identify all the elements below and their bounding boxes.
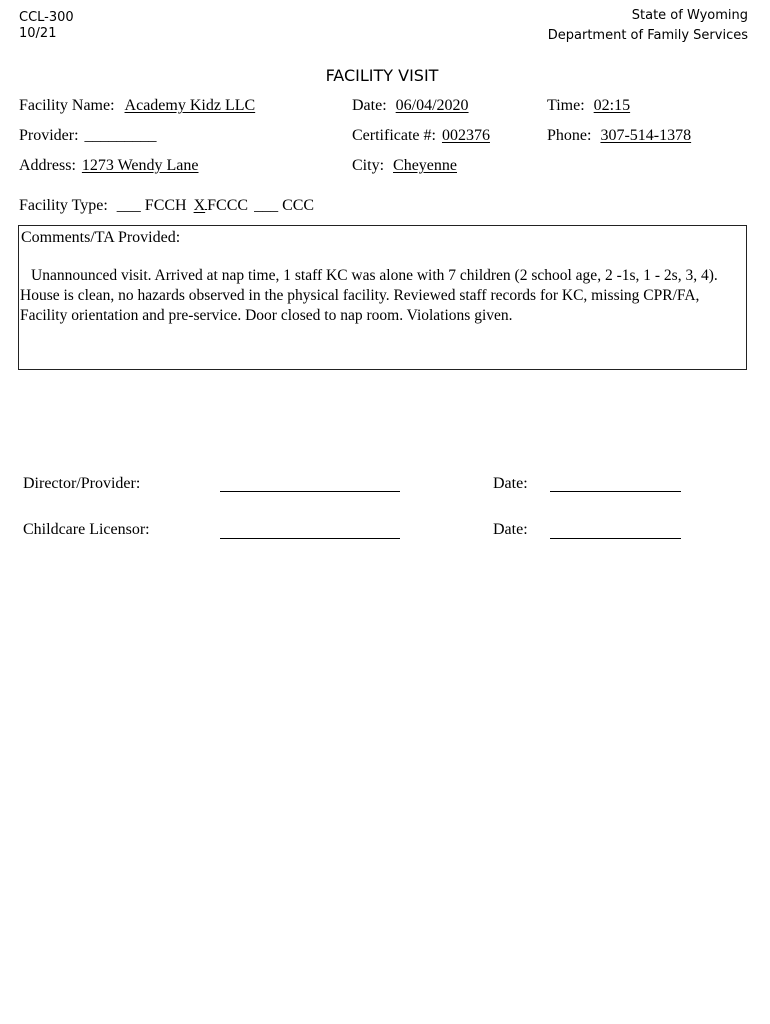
certificate-label: Certificate #: <box>352 127 436 144</box>
city-value: Cheyenne <box>393 157 457 174</box>
city-label: City: <box>352 157 385 174</box>
state-name: State of Wyoming <box>631 8 748 23</box>
provider-field <box>19 127 157 145</box>
licensor-signature-line[interactable] <box>220 538 400 539</box>
facility-name-label: Facility Name: <box>19 97 115 114</box>
address-field <box>19 157 199 175</box>
comments-text: Unannounced visit. Arrived at nap time, 1 staff KC was alone with 7 children (2 school age, 2 -1s, 1 - 2s, 3, 4). House is clean, no hazards observed in the physical facility. Reviewed staff records for KC, missing CPR/FA, Facility orientation and pre-service. Door closed to nap room. Violations given. <box>20 267 718 324</box>
provider-value: _________ <box>84 127 157 144</box>
phone-label: Phone: <box>547 127 592 144</box>
facility-name-field <box>19 97 255 115</box>
facility-name-value: Academy Kidz LLC <box>124 97 256 114</box>
provider-label: Provider: <box>19 127 79 144</box>
ccc-label: CCC <box>282 197 315 214</box>
facility-type-label: Facility Type: <box>19 197 108 214</box>
director-signature-line[interactable] <box>220 491 400 492</box>
visit-date-field <box>352 97 469 115</box>
city-field <box>352 157 457 175</box>
form-revision-date: 10/21 <box>19 26 57 41</box>
licensor-signature-label: Childcare Licensor: <box>23 521 150 538</box>
director-date-line[interactable] <box>550 491 681 492</box>
director-date-label: Date: <box>493 475 528 492</box>
phone-value: 307-514-1378 <box>600 127 692 144</box>
fcch-label: FCCH <box>144 197 187 214</box>
fcch-checkbox[interactable]: ___ <box>116 197 141 214</box>
visit-date-value: 06/04/2020 <box>395 97 469 114</box>
comments-label: Comments/TA Provided: <box>21 229 181 246</box>
agency-block <box>548 6 748 46</box>
ccc-checkbox[interactable]: ___ <box>254 197 279 214</box>
fccc-checkbox[interactable]: X <box>193 197 206 214</box>
department-name: Department of Family Services <box>547 28 748 43</box>
licensor-date-line[interactable] <box>550 538 681 539</box>
address-value: 1273 Wendy Lane <box>81 157 199 174</box>
licensor-date-label: Date: <box>493 521 528 538</box>
phone-field <box>547 127 691 145</box>
visit-date-label: Date: <box>352 97 387 114</box>
form-code: CCL-300 <box>19 10 74 25</box>
form-code-block <box>19 10 74 42</box>
visit-time-field <box>547 97 630 115</box>
certificate-value: 002376 <box>441 127 490 144</box>
facility-type-field <box>19 197 314 215</box>
certificate-field <box>352 127 490 145</box>
comments-box <box>18 225 747 370</box>
page-title: FACILITY VISIT <box>325 66 439 85</box>
address-label: Address: <box>19 157 76 174</box>
director-signature-label: Director/Provider: <box>23 475 141 492</box>
visit-time-label: Time: <box>547 97 585 114</box>
fccc-label: FCCC <box>207 197 249 214</box>
visit-time-value: 02:15 <box>593 97 631 114</box>
